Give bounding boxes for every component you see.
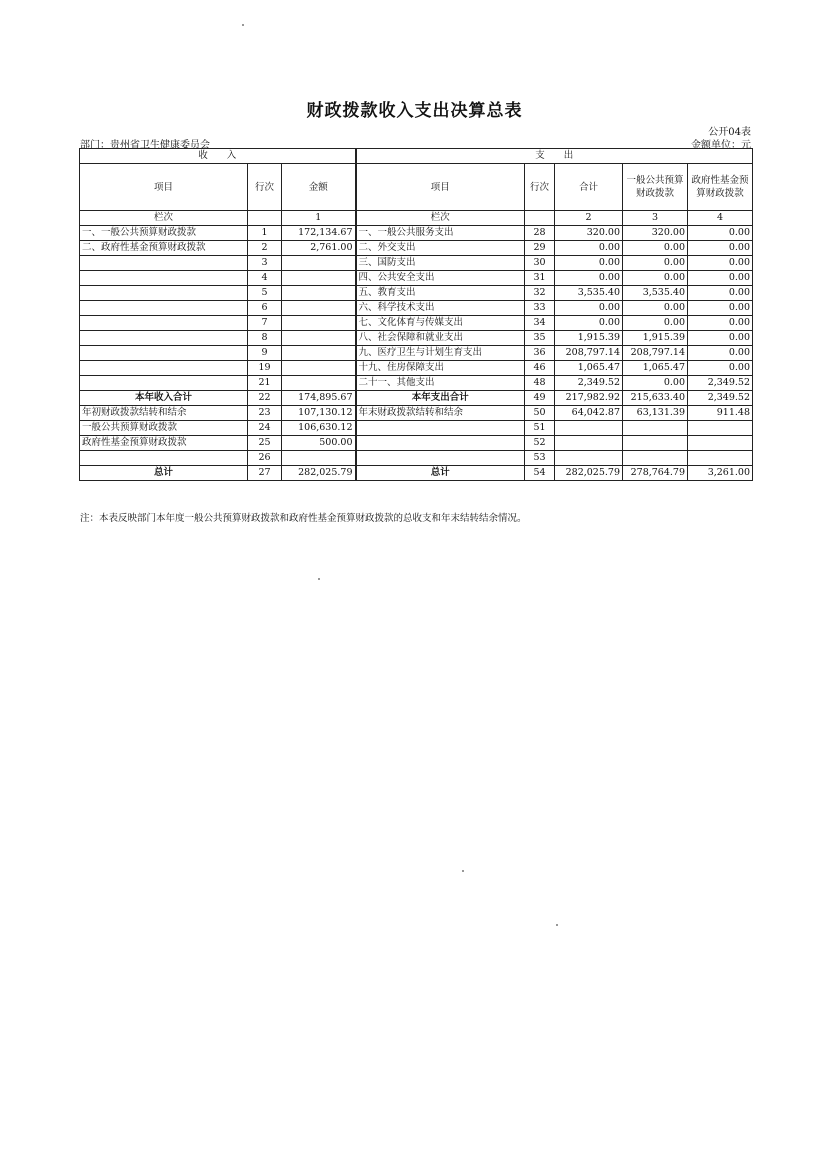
total-cell: 1,915.39 bbox=[555, 331, 623, 346]
general-budget-cell bbox=[623, 451, 688, 466]
total-cell bbox=[555, 421, 623, 436]
expense-item-cell: 二十一、其他支出 bbox=[356, 376, 525, 391]
income-item-cell bbox=[80, 361, 248, 376]
income-item-cell bbox=[80, 256, 248, 271]
total-cell: 217,982.92 bbox=[555, 391, 623, 406]
expense-rowno-cell: 33 bbox=[525, 301, 555, 316]
income-rowno-cell: 26 bbox=[248, 451, 282, 466]
budget-summary-table bbox=[79, 148, 753, 481]
expense-rowno-cell: 54 bbox=[525, 466, 555, 481]
total-cell: 1,065.47 bbox=[555, 361, 623, 376]
income-rowno-cell: 23 bbox=[248, 406, 282, 421]
table-row bbox=[80, 331, 753, 346]
income-item-cell bbox=[80, 316, 248, 331]
fund-budget-cell: 3,261.00 bbox=[688, 466, 753, 481]
empty-cell bbox=[248, 211, 282, 226]
col-index-1: 1 bbox=[282, 211, 356, 226]
income-rowno-cell: 22 bbox=[248, 391, 282, 406]
expense-item-cell: 二、外交支出 bbox=[356, 241, 525, 256]
header-row-sections bbox=[80, 149, 753, 164]
total-cell: 0.00 bbox=[555, 241, 623, 256]
fund-budget-cell: 0.00 bbox=[688, 256, 753, 271]
general-budget-cell: 0.00 bbox=[623, 271, 688, 286]
expense-rowno-cell: 30 bbox=[525, 256, 555, 271]
income-rowno-cell: 1 bbox=[248, 226, 282, 241]
income-rowno-cell: 8 bbox=[248, 331, 282, 346]
expense-rowno-cell: 35 bbox=[525, 331, 555, 346]
total-cell: 208,797.14 bbox=[555, 346, 623, 361]
expense-rowno-header: 行次 bbox=[525, 164, 555, 211]
income-amount-cell bbox=[282, 361, 356, 376]
income-item-cell bbox=[80, 271, 248, 286]
fund-budget-cell: 0.00 bbox=[688, 226, 753, 241]
expense-item-cell bbox=[356, 451, 525, 466]
fund-budget-cell: 2,349.52 bbox=[688, 376, 753, 391]
total-cell bbox=[555, 436, 623, 451]
income-amount-cell: 2,761.00 bbox=[282, 241, 356, 256]
expense-rowno-cell: 46 bbox=[525, 361, 555, 376]
income-item-cell: 一、一般公共预算财政拨款 bbox=[80, 226, 248, 241]
total-cell: 2,349.52 bbox=[555, 376, 623, 391]
table-row bbox=[80, 421, 753, 436]
expense-item-cell: 总计 bbox=[356, 466, 525, 481]
fund-budget-cell bbox=[688, 451, 753, 466]
income-item-cell bbox=[80, 286, 248, 301]
table-row bbox=[80, 361, 753, 376]
general-budget-cell: 1,065.47 bbox=[623, 361, 688, 376]
table-row bbox=[80, 451, 753, 466]
expense-item-cell: 六、科学技术支出 bbox=[356, 301, 525, 316]
general-budget-cell: 320.00 bbox=[623, 226, 688, 241]
table-row bbox=[80, 241, 753, 256]
income-item-cell: 总计 bbox=[80, 466, 248, 481]
income-item-cell bbox=[80, 301, 248, 316]
table-row bbox=[80, 301, 753, 316]
expense-item-cell: 年末财政拨款结转和结余 bbox=[356, 406, 525, 421]
fund-budget-cell: 911.48 bbox=[688, 406, 753, 421]
income-amount-cell: 174,895.67 bbox=[282, 391, 356, 406]
general-budget-cell: 0.00 bbox=[623, 301, 688, 316]
general-budget-cell: 1,915.39 bbox=[623, 331, 688, 346]
scan-speck bbox=[242, 24, 244, 26]
column-index-row bbox=[80, 211, 753, 226]
table-row bbox=[80, 376, 753, 391]
income-amount-cell bbox=[282, 316, 356, 331]
income-rowno-cell: 21 bbox=[248, 376, 282, 391]
expense-rowno-cell: 49 bbox=[525, 391, 555, 406]
expense-item-cell: 三、国防支出 bbox=[356, 256, 525, 271]
total-cell: 282,025.79 bbox=[555, 466, 623, 481]
total-cell: 320.00 bbox=[555, 226, 623, 241]
col-index-2: 2 bbox=[555, 211, 623, 226]
expense-rowno-cell: 32 bbox=[525, 286, 555, 301]
col-index-3: 3 bbox=[623, 211, 688, 226]
income-rowno-cell: 2 bbox=[248, 241, 282, 256]
income-rowno-cell: 7 bbox=[248, 316, 282, 331]
table-row bbox=[80, 271, 753, 286]
expense-item-cell bbox=[356, 421, 525, 436]
department-label: 部门：贵州省卫生健康委员会 bbox=[80, 140, 210, 151]
expense-rowno-cell: 51 bbox=[525, 421, 555, 436]
income-amount-cell: 107,130.12 bbox=[282, 406, 356, 421]
table-row bbox=[80, 286, 753, 301]
col-index-4: 4 bbox=[688, 211, 753, 226]
income-item-cell: 本年收入合计 bbox=[80, 391, 248, 406]
income-amount-cell: 282,025.79 bbox=[282, 466, 356, 481]
fund-budget-cell: 0.00 bbox=[688, 241, 753, 256]
general-budget-cell bbox=[623, 436, 688, 451]
income-rowno-cell: 9 bbox=[248, 346, 282, 361]
total-cell: 64,042.87 bbox=[555, 406, 623, 421]
income-amount-cell: 500.00 bbox=[282, 436, 356, 451]
expense-item-cell: 五、教育支出 bbox=[356, 286, 525, 301]
general-budget-cell: 0.00 bbox=[623, 256, 688, 271]
general-budget-cell: 0.00 bbox=[623, 241, 688, 256]
expense-rowno-cell: 28 bbox=[525, 226, 555, 241]
expense-rowno-cell: 34 bbox=[525, 316, 555, 331]
fund-budget-cell: 0.00 bbox=[688, 271, 753, 286]
general-budget-cell: 0.00 bbox=[623, 316, 688, 331]
income-amount-cell bbox=[282, 346, 356, 361]
income-amount-cell bbox=[282, 271, 356, 286]
general-budget-header: 一般公共预算财政拨款 bbox=[623, 164, 688, 211]
income-rowno-cell: 27 bbox=[248, 466, 282, 481]
income-rowno-cell: 19 bbox=[248, 361, 282, 376]
expense-item-cell: 七、文化体育与传媒支出 bbox=[356, 316, 525, 331]
footnote: 注：本表反映部门本年度一般公共预算财政拨款和政府性基金预算财政拨款的总收支和年末结转结余情况。 bbox=[80, 513, 527, 524]
income-item-cell bbox=[80, 331, 248, 346]
income-rowno-cell: 4 bbox=[248, 271, 282, 286]
fund-budget-cell: 0.00 bbox=[688, 331, 753, 346]
income-rowno-cell: 5 bbox=[248, 286, 282, 301]
table-row bbox=[80, 391, 753, 406]
scan-speck bbox=[318, 578, 320, 580]
income-amount-cell: 106,630.12 bbox=[282, 421, 356, 436]
header-row-columns bbox=[80, 164, 753, 211]
table-row bbox=[80, 256, 753, 271]
fund-budget-cell: 0.00 bbox=[688, 301, 753, 316]
income-amount-cell: 172,134.67 bbox=[282, 226, 356, 241]
expense-rowno-cell: 31 bbox=[525, 271, 555, 286]
general-budget-cell: 63,131.39 bbox=[623, 406, 688, 421]
income-item-cell: 年初财政拨款结转和结余 bbox=[80, 406, 248, 421]
fund-budget-cell: 2,349.52 bbox=[688, 391, 753, 406]
income-amount-cell bbox=[282, 301, 356, 316]
income-col-label: 栏次 bbox=[80, 211, 248, 226]
total-cell: 3,535.40 bbox=[555, 286, 623, 301]
fund-budget-header: 政府性基金预算财政拨款 bbox=[688, 164, 753, 211]
expense-item-cell: 十九、住房保障支出 bbox=[356, 361, 525, 376]
income-rowno-cell: 6 bbox=[248, 301, 282, 316]
expense-rowno-cell: 48 bbox=[525, 376, 555, 391]
table-row bbox=[80, 346, 753, 361]
income-item-cell bbox=[80, 451, 248, 466]
general-budget-cell: 215,633.40 bbox=[623, 391, 688, 406]
income-amount-cell bbox=[282, 451, 356, 466]
expense-item-cell: 九、医疗卫生与计划生育支出 bbox=[356, 346, 525, 361]
income-item-cell bbox=[80, 346, 248, 361]
expense-rowno-cell: 52 bbox=[525, 436, 555, 451]
general-budget-cell: 208,797.14 bbox=[623, 346, 688, 361]
empty-cell bbox=[525, 211, 555, 226]
total-cell: 0.00 bbox=[555, 256, 623, 271]
table-row bbox=[80, 406, 753, 421]
table-row bbox=[80, 466, 753, 481]
table-row bbox=[80, 226, 753, 241]
form-number: 公开04表 bbox=[708, 127, 751, 138]
income-amount-header: 金额 bbox=[282, 164, 356, 211]
scan-speck bbox=[462, 870, 464, 872]
income-rowno-cell: 24 bbox=[248, 421, 282, 436]
income-amount-cell bbox=[282, 256, 356, 271]
expense-rowno-cell: 53 bbox=[525, 451, 555, 466]
expense-item-cell: 四、公共安全支出 bbox=[356, 271, 525, 286]
total-cell: 0.00 bbox=[555, 301, 623, 316]
total-cell: 0.00 bbox=[555, 316, 623, 331]
fund-budget-cell: 0.00 bbox=[688, 286, 753, 301]
fund-budget-cell bbox=[688, 436, 753, 451]
income-item-cell: 二、政府性基金预算财政拨款 bbox=[80, 241, 248, 256]
scan-speck bbox=[556, 924, 558, 926]
expense-item-cell: 本年支出合计 bbox=[356, 391, 525, 406]
general-budget-cell: 3,535.40 bbox=[623, 286, 688, 301]
income-section-header: 收 入 bbox=[80, 149, 356, 164]
total-header: 合计 bbox=[555, 164, 623, 211]
expense-item-header: 项目 bbox=[356, 164, 525, 211]
report-title: 财政拨款收入支出决算总表 bbox=[306, 101, 523, 121]
income-item-header: 项目 bbox=[80, 164, 248, 211]
total-cell bbox=[555, 451, 623, 466]
income-item-cell: 政府性基金预算财政拨款 bbox=[80, 436, 248, 451]
expense-col-label: 栏次 bbox=[356, 211, 525, 226]
expense-item-cell bbox=[356, 436, 525, 451]
fund-budget-cell bbox=[688, 421, 753, 436]
expense-rowno-cell: 36 bbox=[525, 346, 555, 361]
income-rowno-cell: 3 bbox=[248, 256, 282, 271]
income-rowno-cell: 25 bbox=[248, 436, 282, 451]
income-item-cell bbox=[80, 376, 248, 391]
fund-budget-cell: 0.00 bbox=[688, 346, 753, 361]
expense-section-header: 支 出 bbox=[356, 149, 753, 164]
fund-budget-cell: 0.00 bbox=[688, 361, 753, 376]
fund-budget-cell: 0.00 bbox=[688, 316, 753, 331]
expense-rowno-cell: 50 bbox=[525, 406, 555, 421]
general-budget-cell bbox=[623, 421, 688, 436]
general-budget-cell: 0.00 bbox=[623, 376, 688, 391]
expense-item-cell: 八、社会保障和就业支出 bbox=[356, 331, 525, 346]
table-row bbox=[80, 316, 753, 331]
expense-rowno-cell: 29 bbox=[525, 241, 555, 256]
unit-label: 金额单位：元 bbox=[691, 140, 751, 151]
income-amount-cell bbox=[282, 331, 356, 346]
table-row bbox=[80, 436, 753, 451]
income-amount-cell bbox=[282, 376, 356, 391]
expense-item-cell: 一、一般公共服务支出 bbox=[356, 226, 525, 241]
general-budget-cell: 278,764.79 bbox=[623, 466, 688, 481]
income-item-cell: 一般公共预算财政拨款 bbox=[80, 421, 248, 436]
income-amount-cell bbox=[282, 286, 356, 301]
income-rowno-header: 行次 bbox=[248, 164, 282, 211]
total-cell: 0.00 bbox=[555, 271, 623, 286]
